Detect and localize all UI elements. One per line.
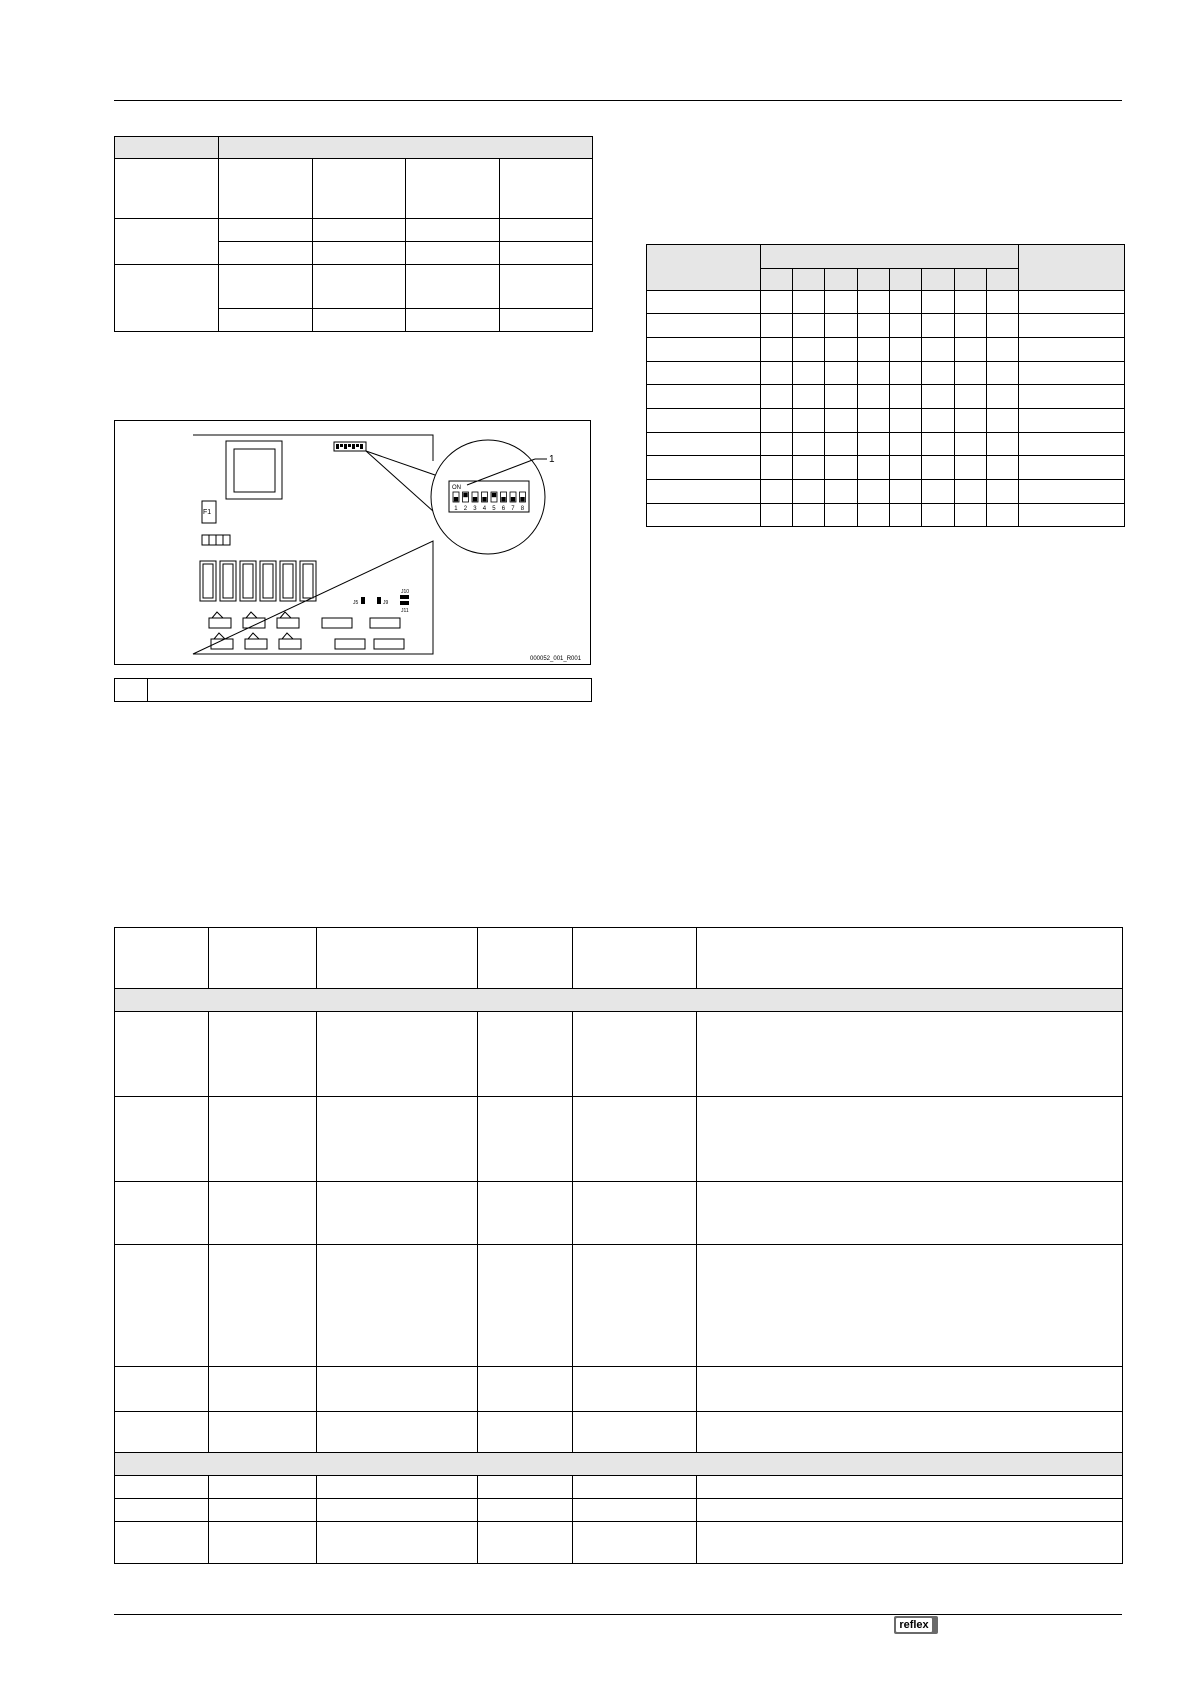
dip-on-label: ON — [452, 485, 461, 491]
jumper-label: J9 — [383, 600, 389, 606]
dip-switch-number: 4 — [482, 506, 487, 512]
table-top-left — [114, 136, 593, 332]
table-header-cell — [115, 137, 219, 159]
dip-switch-knob — [473, 497, 477, 501]
jumper-label: J5 — [353, 600, 359, 606]
dip-switch-number: 3 — [473, 506, 477, 512]
jumper-label: J10 — [401, 589, 410, 595]
circuit-board-figure — [114, 420, 591, 665]
section-row — [115, 989, 1123, 1012]
dip-switch-number: 7 — [511, 506, 515, 512]
brand-logo — [894, 1616, 938, 1634]
table-row-label — [115, 265, 219, 332]
circuit-board-drawing — [115, 421, 592, 666]
figure-code: 000052_001_R001 — [530, 656, 582, 662]
relay-row — [200, 561, 316, 601]
dip-switch-knob — [492, 493, 496, 497]
dip-switch-number: 8 — [520, 506, 525, 512]
dip-switch-number: 1 — [454, 506, 458, 512]
jumper-label: J11 — [401, 608, 409, 614]
dip-switch-knob — [501, 497, 505, 501]
header-rule — [114, 100, 1122, 101]
terminal-blocks — [209, 612, 404, 649]
fuse-label: F1 — [203, 509, 212, 516]
dip-switch-knob — [454, 497, 458, 501]
callout-label: 1 — [549, 454, 555, 465]
magnifier-circle — [431, 440, 545, 554]
footer-rule — [114, 1614, 1122, 1615]
dip-switch-knob — [463, 493, 467, 497]
legend-text-cell — [148, 679, 592, 702]
table-bottom — [114, 927, 1123, 1564]
dip-switch-number: 6 — [501, 506, 506, 512]
dip-switch-knob — [511, 497, 515, 501]
table-row-label — [115, 219, 219, 265]
legend-number-cell — [115, 679, 148, 702]
table-header-cell — [219, 137, 593, 159]
figure-legend-table — [114, 678, 592, 702]
section-row — [115, 1453, 1123, 1476]
dip-switch-number: 5 — [492, 506, 496, 512]
dip-switch-knob — [482, 497, 486, 501]
dip-switch-number: 2 — [463, 506, 468, 512]
dip-switch-knob — [520, 497, 524, 501]
table-dip-switch — [646, 244, 1125, 527]
brand-logo-text: reflex — [896, 1618, 932, 1632]
